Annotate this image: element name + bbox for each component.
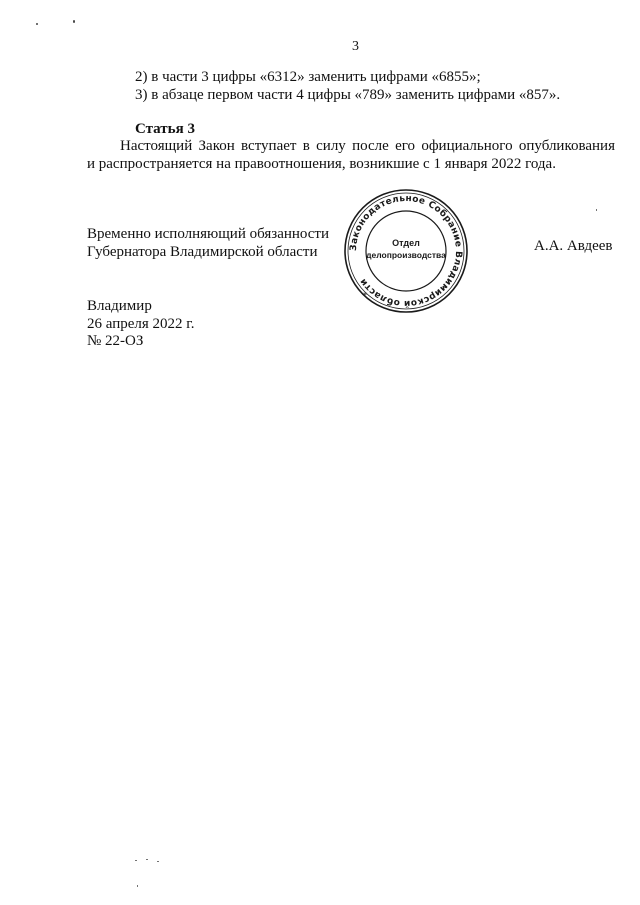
signer-name: А.А. Авдеев	[534, 238, 613, 254]
signer-position-line-1: Временно исполняющий обязанности	[87, 226, 330, 242]
scan-speck	[135, 860, 137, 861]
official-stamp	[343, 188, 469, 314]
signing-place: Владимир	[87, 298, 152, 314]
stamp-center-line-2: делопроизводства	[366, 250, 446, 260]
scan-speck	[146, 859, 148, 860]
amendment-item-3: 3) в абзаце первом части 4 цифры «789» заменить цифрами «857».	[135, 87, 561, 103]
stamp-star-icon: *	[363, 291, 367, 300]
article-text-line-1: Настоящий Закон вступает в силу после его официального опубликования	[120, 138, 615, 154]
law-number: № 22-ОЗ	[87, 333, 144, 349]
scan-speck	[73, 20, 75, 23]
signer-position-line-2: Губернатора Владимирской области	[87, 244, 318, 260]
scan-speck	[157, 861, 159, 862]
stamp-center-line-1: Отдел	[392, 238, 420, 248]
page-number: 3	[352, 39, 359, 54]
scan-speck	[137, 885, 138, 887]
article-heading: Статья 3	[135, 121, 195, 137]
signing-date: 26 апреля 2022 г.	[87, 316, 195, 332]
article-text-line-2: и распространяется на правоотношения, возникшие с 1 января 2022 года.	[87, 156, 556, 172]
stamp-ring-text: Законодательное Собрание Владимирской области	[348, 193, 464, 309]
amendment-item-2: 2) в части 3 цифры «6312» заменить цифрами «6855»;	[135, 69, 481, 85]
scan-speck	[596, 209, 597, 211]
scan-speck	[36, 23, 38, 25]
